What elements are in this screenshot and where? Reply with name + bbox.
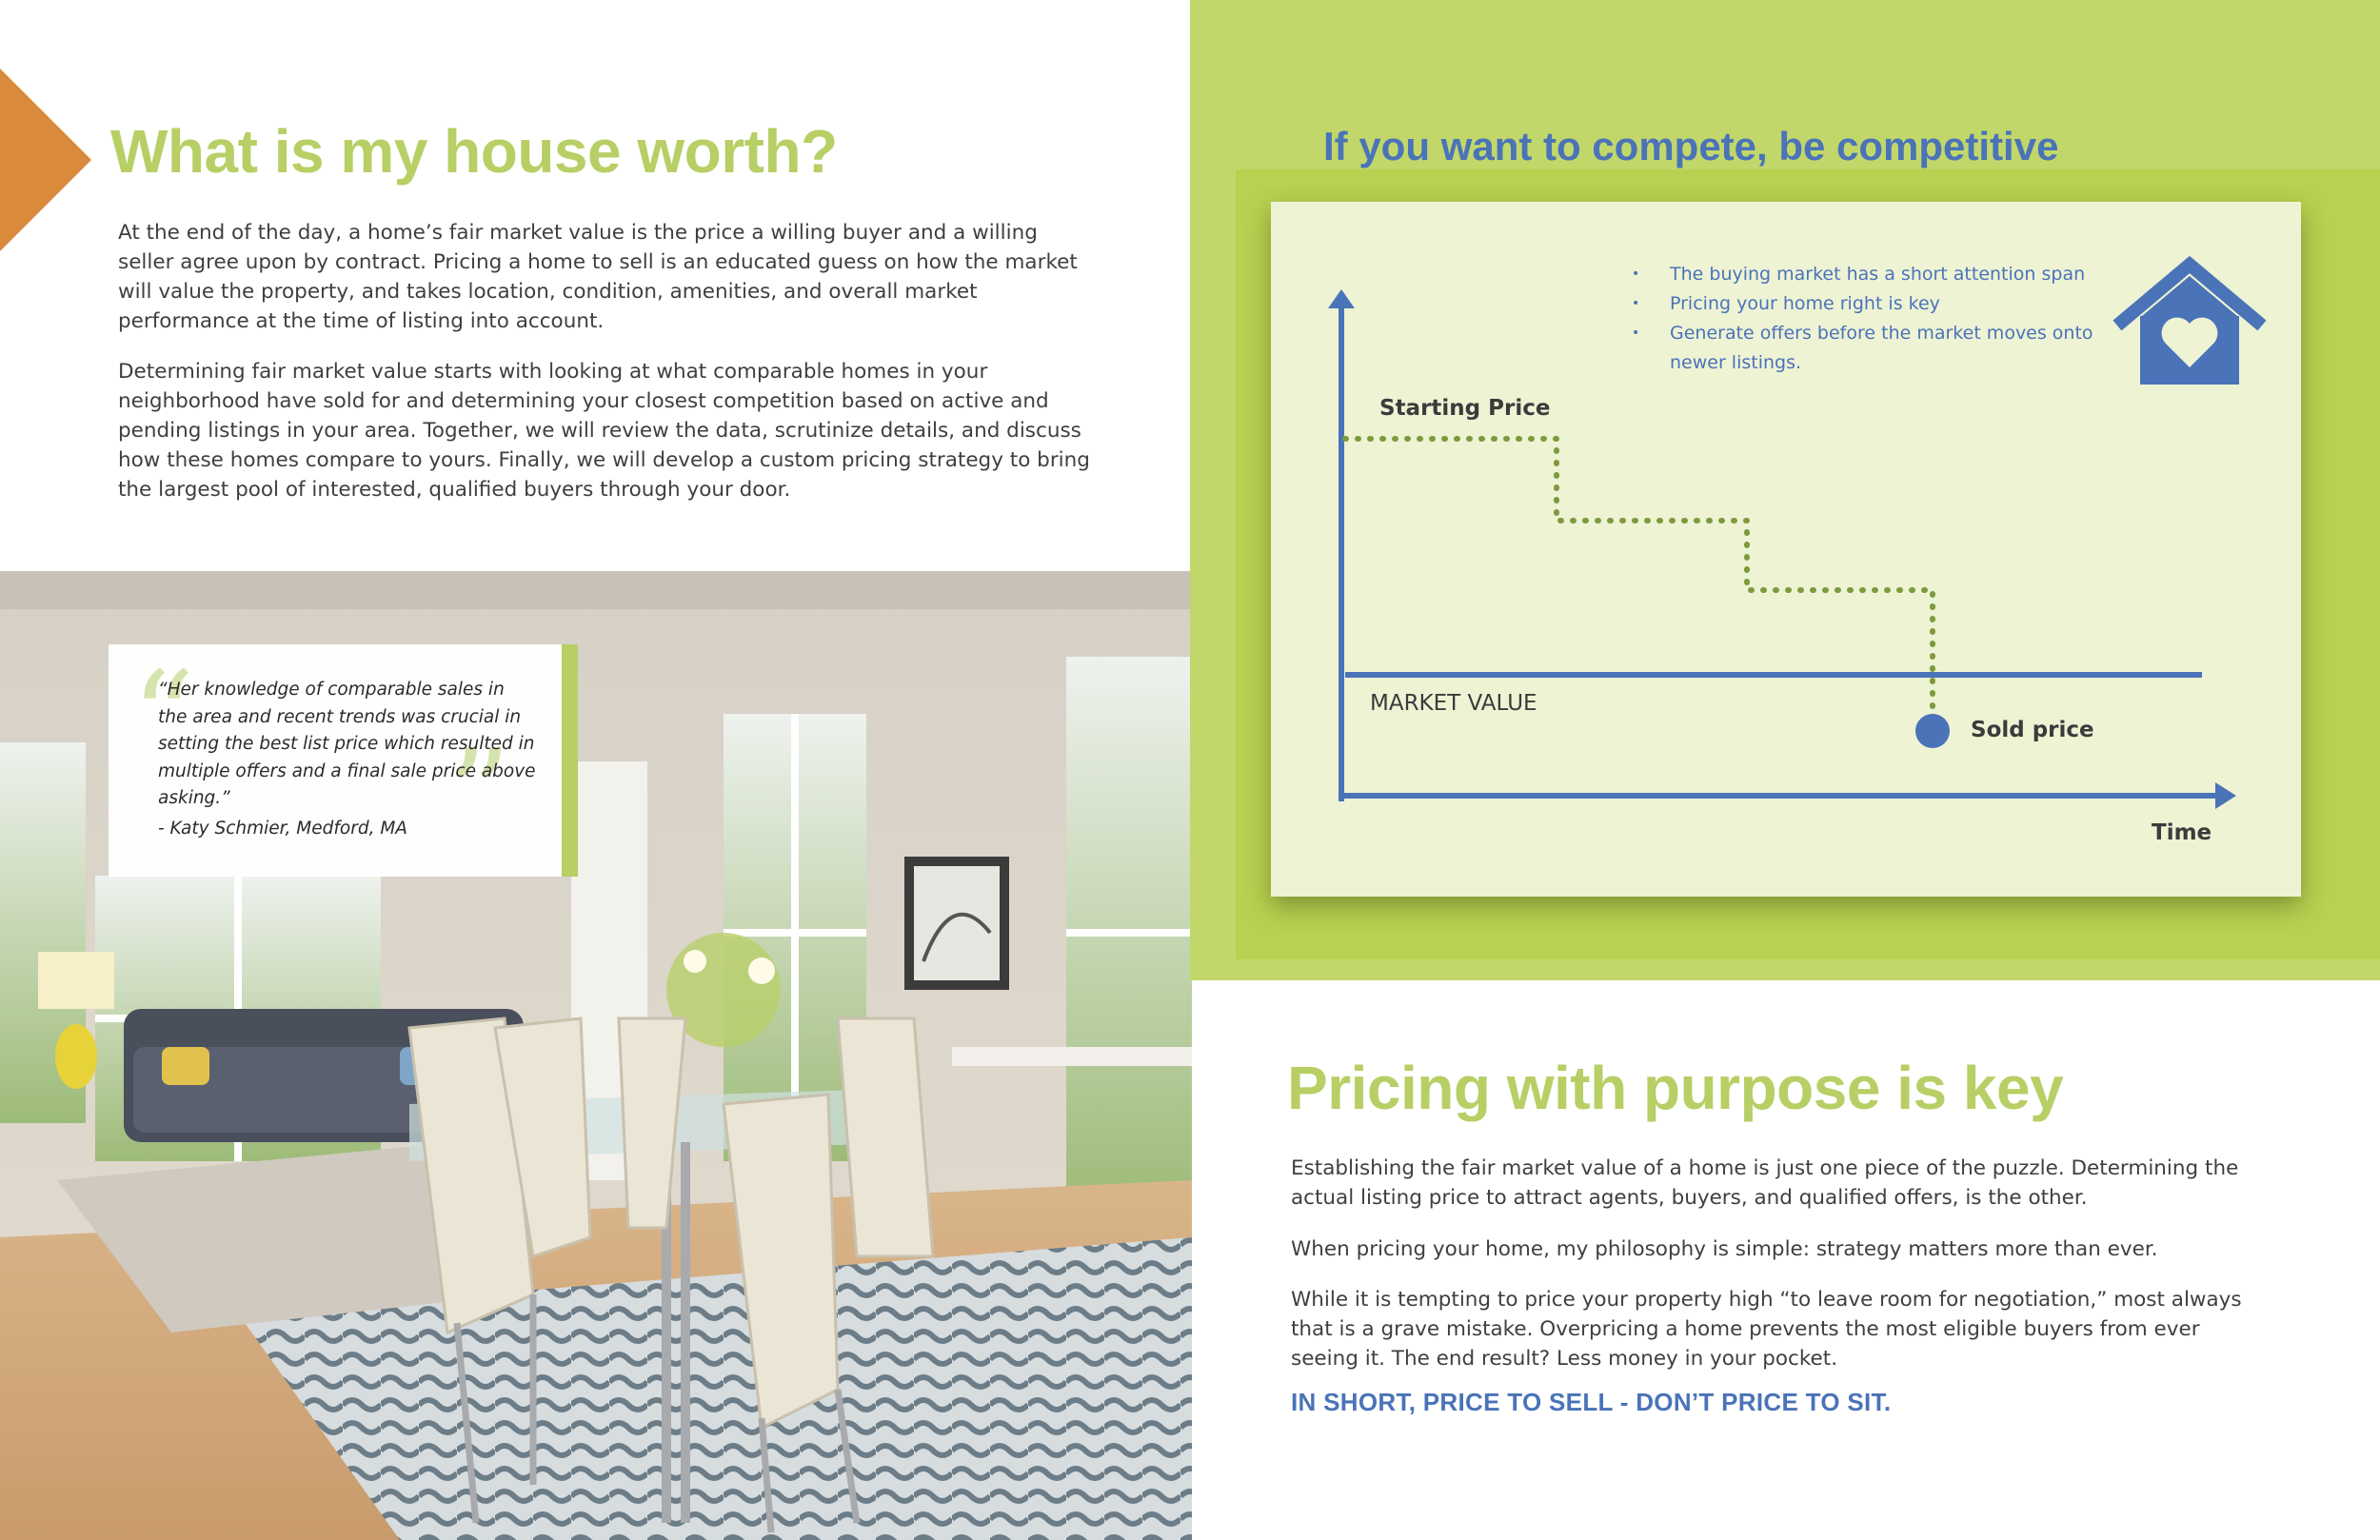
pricing-purpose-title: Pricing with purpose is key: [1287, 1054, 2064, 1122]
price-step-line: [1345, 439, 1933, 706]
testimonial-accent-bar: [562, 644, 578, 877]
list-item: • Generate offers before the market moves onto newer listings.: [1632, 319, 2117, 378]
pricing-paragraph-2: When pricing your home, my philosophy is simple: strategy matters more than ever.: [1291, 1237, 2158, 1261]
house-heart-icon: [2110, 253, 2270, 386]
orange-arrow-decoration: [0, 69, 91, 251]
quote-mark-icon: “: [131, 644, 195, 789]
intro-paragraph-2: Determining fair market value starts with looking at what comparable homes in your neighborhood have sold for and determining your closest competition based on active and pending listings in your area. Together, we will review the data, scrutinize details, and discuss how these homes compare to yours. Finally, we will develop a custom pricing strategy to bring the largest pool of interested, qualified buyers through your door.: [118, 360, 1090, 502]
list-item: • The buying market has a short attention span: [1632, 260, 2117, 289]
x-axis-label: Time: [2152, 820, 2212, 845]
callout-text: IN SHORT, PRICE TO SELL - DON’T PRICE TO SIT.: [1291, 1388, 1892, 1416]
pricing-paragraph-1: Establishing the fair market value of a home is just one piece of the puzzle. Determining the actual listing price to attract agents, buyers, and qualified offers, is the other.: [1291, 1156, 2239, 1210]
pricing-paragraph-3: While it is tempting to price your property high “to leave room for negotiation,” most always that is a grave mistake. Overpricing a home prevents the most eligible buyers from ever seeing it. The end result? Less money in your pocket.: [1291, 1288, 2242, 1371]
sold-price-label: Sold price: [1971, 718, 2094, 742]
testimonial-text: “Her knowledge of comparable sales in the area and recent trends was crucial in setting the best list price which resulted in multiple offers and a final sale price above asking.”: [158, 680, 536, 808]
compete-title: If you want to compete, be competitive: [1323, 124, 2059, 168]
intro-paragraph-1: At the end of the day, a home’s fair market value is the price a willing buyer and a willing seller agree upon by contract. Pricing a home to sell is an educated guess on how the market will value the property, and takes location, condition, amenities, and overall market performance at the time of listing into account.: [118, 221, 1078, 333]
list-item: • Pricing your home right is key: [1632, 289, 2117, 319]
testimonial-author: - Katy Schmier, Medford, MA: [158, 819, 407, 839]
quote-mark-icon: ”: [447, 722, 511, 867]
sold-price-point: [1915, 714, 1950, 748]
key-points-list: [1632, 260, 2117, 378]
x-axis-arrow: [2215, 782, 2236, 809]
y-axis-arrow: [1328, 289, 1355, 308]
page-title-house-worth: What is my house worth?: [110, 117, 838, 186]
market-value-label: MARKET VALUE: [1370, 691, 1537, 716]
starting-price-label: Starting Price: [1379, 396, 1551, 421]
